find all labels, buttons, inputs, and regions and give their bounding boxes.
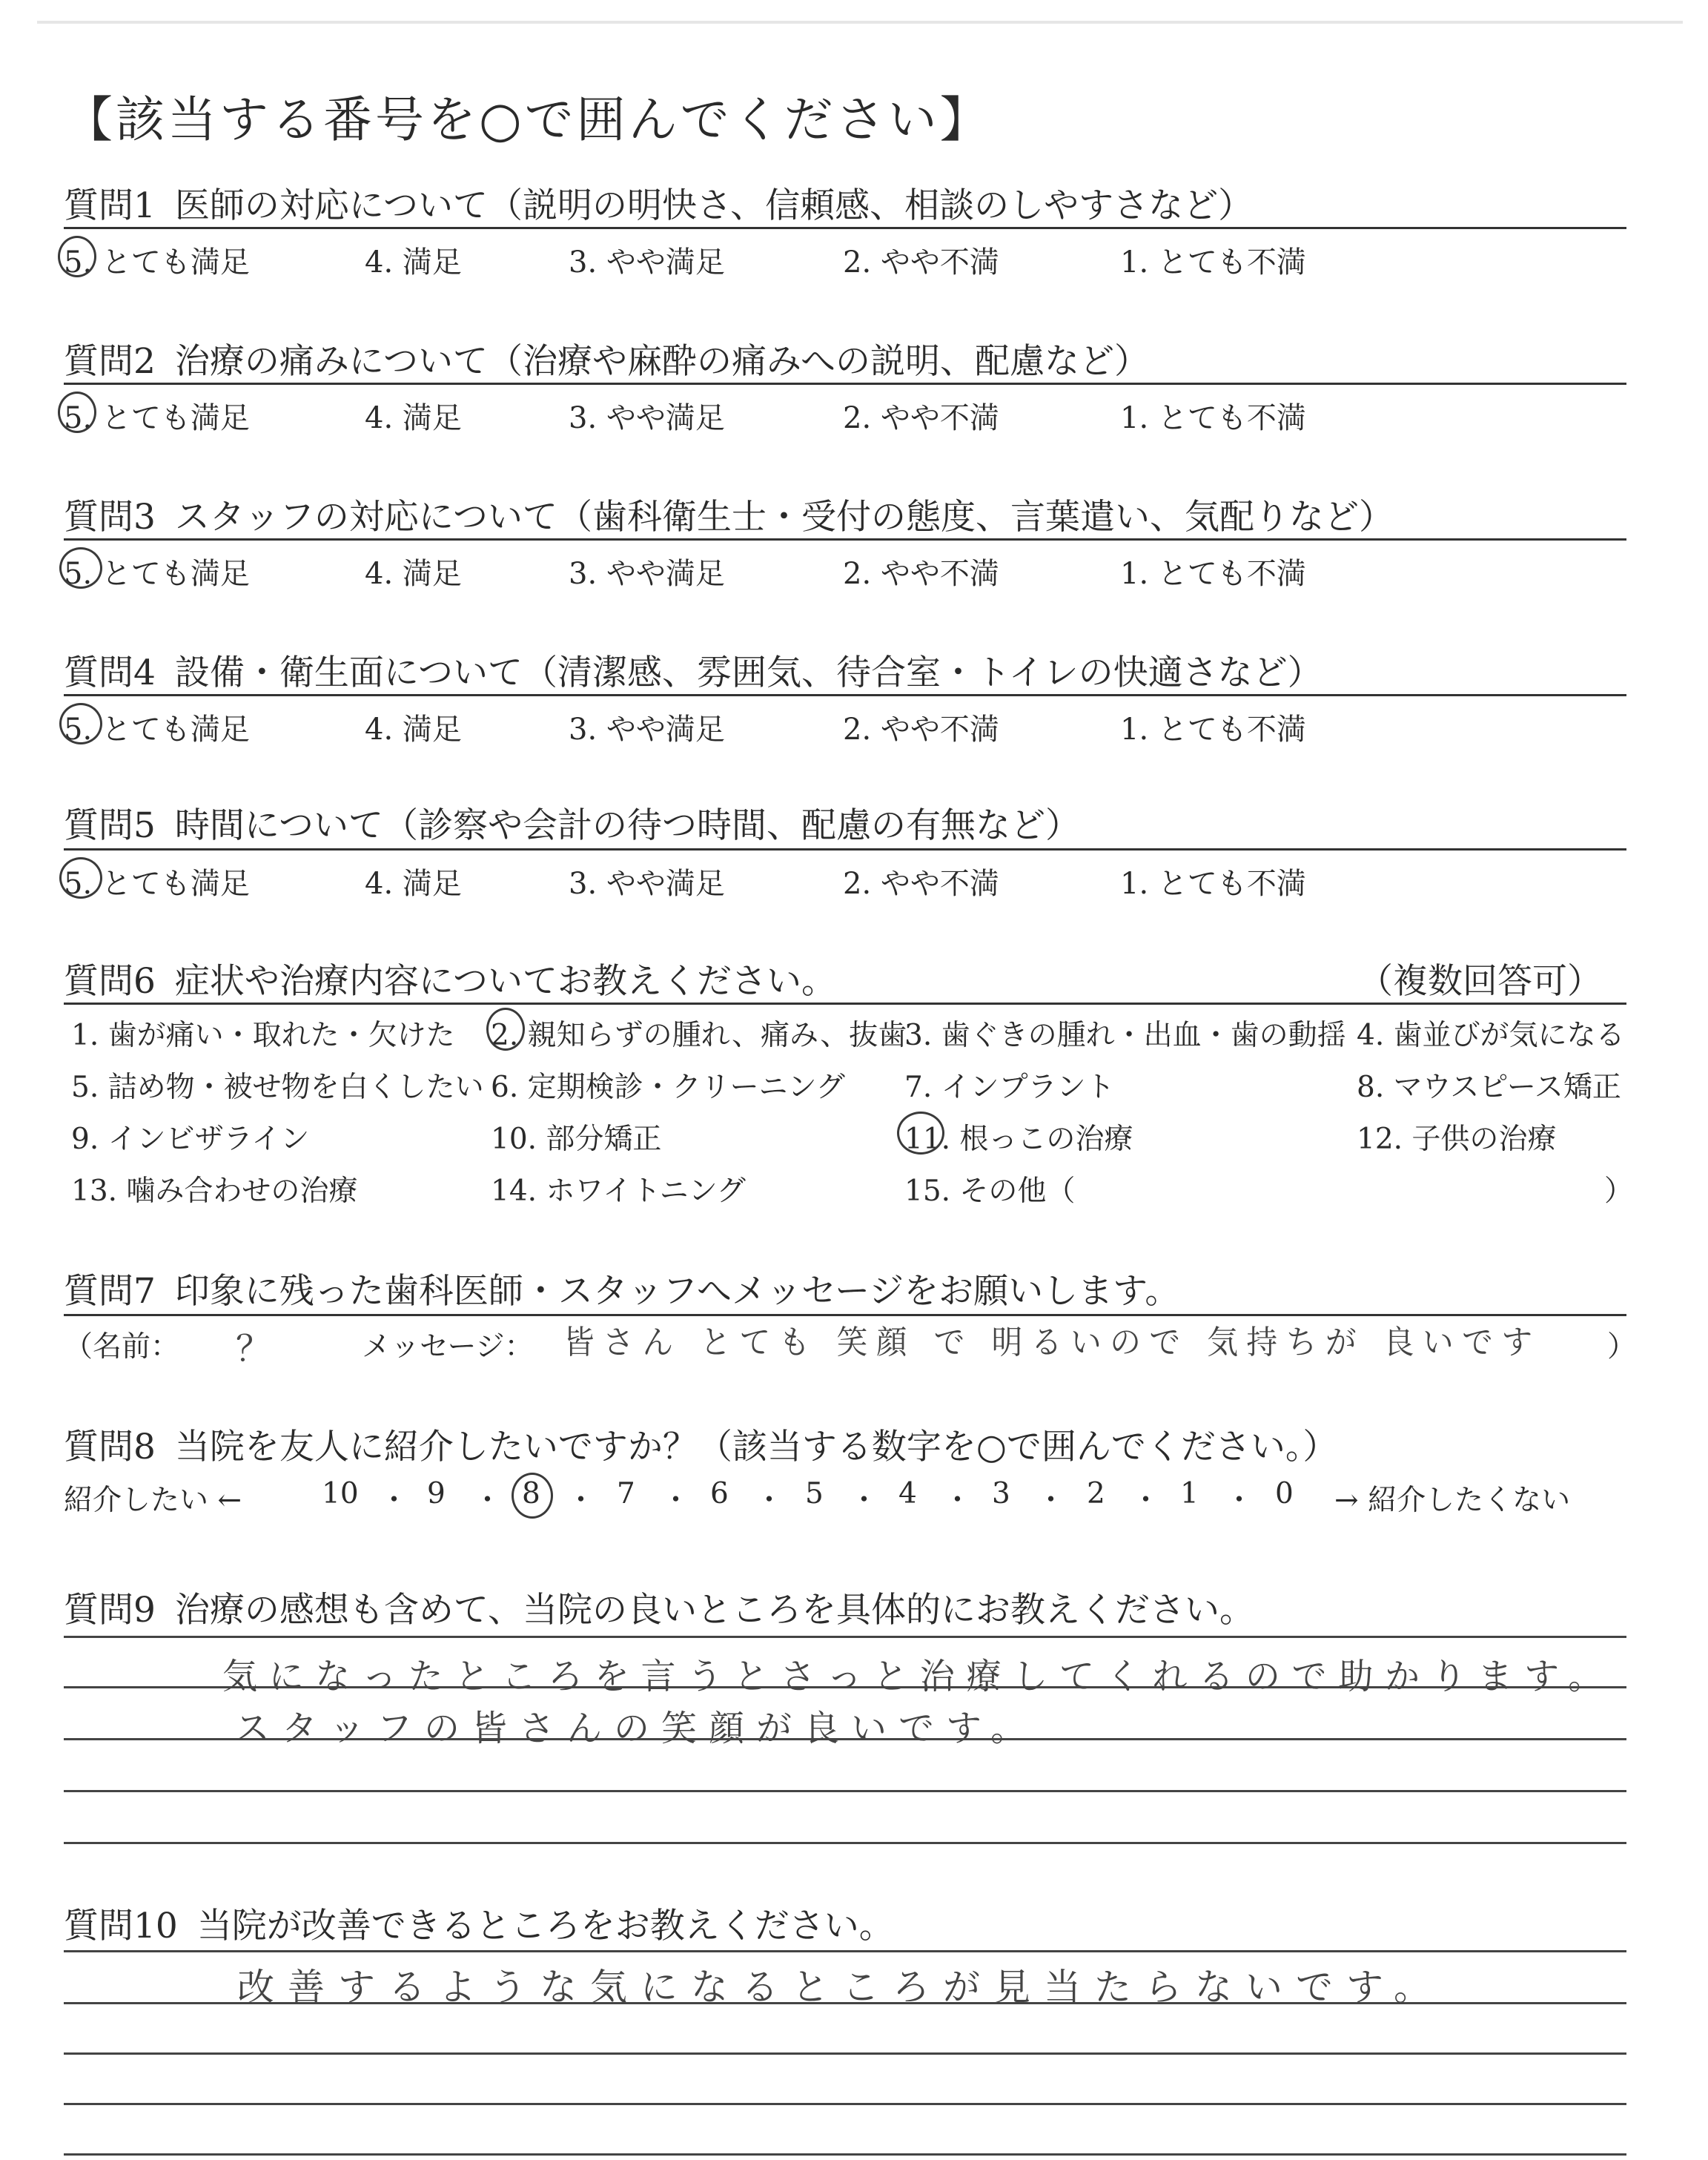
q8-dot: ・ [850,1484,879,1517]
q8-dot: ・ [1225,1484,1254,1517]
form-title: 【該当する番号を○で囲んでください】 [64,91,992,148]
q8-value-1[interactable]: 1 [1180,1477,1199,1510]
q6-option-9[interactable]: 9. インビザライン [71,1123,310,1156]
question-10 [64,1898,894,1948]
q5-option-3[interactable]: 3. やや満足 [569,867,725,901]
q6-circle-mark-2 [486,1008,525,1051]
q7-name-label: （名前： [64,1330,180,1364]
q6-option-3[interactable]: 3. 歯ぐきの腫れ・出血・歯の動揺 [904,1019,1346,1052]
question-8 [64,1419,1337,1469]
q8-dot: ・ [755,1484,784,1517]
question-1 [64,178,1253,228]
q4-option-3[interactable]: 3. やや満足 [569,713,725,747]
question-5-number: 質問5 [64,805,156,846]
q2-option-1[interactable]: 1. とても不満 [1120,401,1306,435]
question-3 [64,489,1394,539]
question-6 [64,954,836,1003]
q6-option-11[interactable]: 11. 根っこの治療 [904,1123,1133,1156]
q10-line-5 [64,2153,1626,2156]
q8-right-label: → 紹介したくない [1334,1484,1571,1517]
q4-option-1[interactable]: 1. とても不満 [1120,713,1306,747]
q4-circle-mark [59,703,102,744]
question-6-note: （複数回答可） [1358,961,1602,1002]
q6-circle-mark-11 [897,1112,944,1155]
q7-close: ） [1607,1330,1637,1364]
q6-option-2[interactable]: 2. 親知らずの腫れ、痛み、抜歯 [491,1019,907,1052]
q4-option-2[interactable]: 2. やや不満 [843,713,999,747]
q4-option-5[interactable]: 5. とても満足 [64,713,250,747]
q8-value-3[interactable]: 3 [992,1477,1010,1510]
question-10-number: 質問10 [64,1906,178,1946]
q5-circle-mark [59,857,102,899]
q8-value-10[interactable]: 10 [322,1477,359,1510]
q8-dot: ・ [380,1484,409,1517]
q8-circle-mark [512,1473,553,1519]
question-4 [64,645,1323,695]
q8-dot: ・ [1036,1484,1066,1517]
q6-option-12[interactable]: 12. 子供の治療 [1357,1123,1557,1156]
question-2 [64,334,1149,383]
question-3-choices [64,550,1626,592]
q9-answer-2: スタッフの皆さんの笑顔が良いです。 [234,1708,1039,1749]
question-6-number: 質問6 [64,961,156,1002]
question-5-text: 時間について（診察や会計の待つ時間、配慮の有無など） [174,805,1080,846]
question-6-text: 症状や治療内容についてお教えください。 [174,961,836,1002]
q2-option-3[interactable]: 3. やや満足 [569,401,725,435]
question-5-rule [64,848,1626,851]
question-9-text: 治療の感想も含めて、当院の良いところを具体的にお教えください。 [174,1590,1254,1631]
q6-option-5[interactable]: 5. 詰め物・被せ物を白くしたい [71,1071,484,1104]
q1-circle-mark [58,236,96,277]
q7-message-value: 皆さん とても 笑顔 で 明るいので 気持ちが 良いです [563,1324,1541,1361]
q8-left-label: 紹介したい ← [64,1484,242,1517]
question-3-rule [64,538,1626,541]
q5-option-5[interactable]: 5. とても満足 [64,867,250,901]
q3-option-5[interactable]: 5. とても満足 [64,557,250,591]
q1-option-2[interactable]: 2. やや不満 [843,245,999,280]
q6-option-7[interactable]: 7. インプラント [904,1071,1115,1104]
q2-circle-mark [58,392,96,433]
question-5 [64,798,1080,848]
q8-value-8[interactable]: 8 [522,1477,540,1510]
q5-option-2[interactable]: 2. やや不満 [843,867,999,901]
q4-option-4[interactable]: 4. 満足 [365,713,462,747]
q8-value-0[interactable]: 0 [1275,1477,1294,1510]
page-top-edge [37,21,1683,24]
question-9 [64,1582,1254,1632]
question-7-text: 印象に残った歯科医師・スタッフへメッセージをお願いします。 [174,1271,1180,1312]
q1-option-4[interactable]: 4. 満足 [365,245,462,280]
question-1-number: 質問1 [64,185,156,226]
question-4-text: 設備・衛生面について（清潔感、雰囲気、待合室・トイレの快適さなど） [174,653,1323,693]
question-8-text: 当院を友人に紹介したいですか？（該当する数字を○で囲んでください。） [174,1427,1338,1467]
question-4-choices [64,706,1626,747]
question-1-choices [64,239,1626,280]
question-2-number: 質問2 [64,341,156,382]
q8-dot: ・ [1131,1484,1161,1517]
q6-option-6[interactable]: 6. 定期検診・クリーニング [491,1071,845,1104]
q9-line-1 [64,1636,1626,1638]
question-4-number: 質問4 [64,653,156,693]
question-1-rule [64,227,1626,229]
q10-answer-1: 改善するような気になるところが見当たらないです。 [237,1966,1444,2009]
q8-dot: ・ [943,1484,973,1517]
q6-option-15-close: ） [1604,1175,1634,1208]
q1-option-5[interactable]: 5. とても満足 [64,245,250,280]
q2-option-5[interactable]: 5. とても満足 [64,401,250,435]
q7-name-value: ？ [236,1328,279,1370]
question-5-choices [64,860,1626,902]
q9-line-5 [64,1842,1626,1844]
q8-value-7[interactable]: 7 [617,1477,635,1510]
question-2-text: 治療の痛みについて（治療や麻酔の痛みへの説明、配慮など） [174,341,1150,382]
q9-answer-1: 気になったところを言うとさっと治療してくれるので助かります。 [222,1656,1615,1697]
q2-option-4[interactable]: 4. 満足 [365,401,462,435]
question-2-choices [64,394,1626,436]
q8-dot: ・ [473,1484,503,1517]
q3-option-1[interactable]: 1. とても不満 [1120,557,1306,591]
q7-message-label: メッセージ： [362,1330,534,1364]
q2-option-2[interactable]: 2. やや不満 [843,401,999,435]
q3-option-3[interactable]: 3. やや満足 [569,557,725,591]
q1-option-1[interactable]: 1. とても不満 [1120,245,1306,280]
q8-value-5[interactable]: 5 [805,1477,824,1510]
q6-option-15[interactable]: 15. その他（ [904,1175,1076,1208]
q8-value-9[interactable]: 9 [427,1477,446,1510]
q6-option-13[interactable]: 13. 噛み合わせの治療 [71,1175,358,1208]
question-9-number: 質問9 [64,1590,156,1631]
question-4-rule [64,694,1626,696]
q3-option-4[interactable]: 4. 満足 [365,557,462,591]
question-1-text: 医師の対応について（説明の明快さ、信頼感、相談のしやすさなど） [174,185,1254,226]
q10-line-1 [64,1950,1626,1952]
q5-option-1[interactable]: 1. とても不満 [1120,867,1306,901]
q6-option-8[interactable]: 8. マウスピース矯正 [1357,1071,1621,1104]
q5-option-4[interactable]: 4. 満足 [365,867,462,901]
q8-dot: ・ [566,1484,596,1517]
question-10-text: 当院が改善できるところをお教えください。 [196,1906,894,1946]
q6-option-10[interactable]: 10. 部分矯正 [491,1123,662,1156]
question-3-number: 質問3 [64,497,156,538]
q1-option-3[interactable]: 3. やや満足 [569,245,725,280]
q8-value-4[interactable]: 4 [898,1477,917,1510]
question-6-rule [64,1003,1626,1005]
q6-option-14[interactable]: 14. ホワイトニング [491,1175,746,1208]
q3-option-2[interactable]: 2. やや不満 [843,557,999,591]
q6-option-4[interactable]: 4. 歯並びが気になる [1357,1019,1625,1052]
q3-circle-mark [59,547,102,589]
question-7 [64,1264,1179,1313]
question-2-rule [64,383,1626,385]
q8-value-6[interactable]: 6 [710,1477,729,1510]
q10-line-4 [64,2103,1626,2105]
q8-dot: ・ [661,1484,691,1517]
question-7-number: 質問7 [64,1271,156,1312]
question-3-text: スタッフの対応について（歯科衛生士・受付の態度、言葉遣い、気配りなど） [174,497,1394,538]
q10-line-3 [64,2052,1626,2055]
q6-option-1[interactable]: 1. 歯が痛い・取れた・欠けた [71,1019,455,1052]
question-8-number: 質問8 [64,1427,156,1467]
q8-value-2[interactable]: 2 [1087,1477,1105,1510]
q9-line-4 [64,1790,1626,1792]
